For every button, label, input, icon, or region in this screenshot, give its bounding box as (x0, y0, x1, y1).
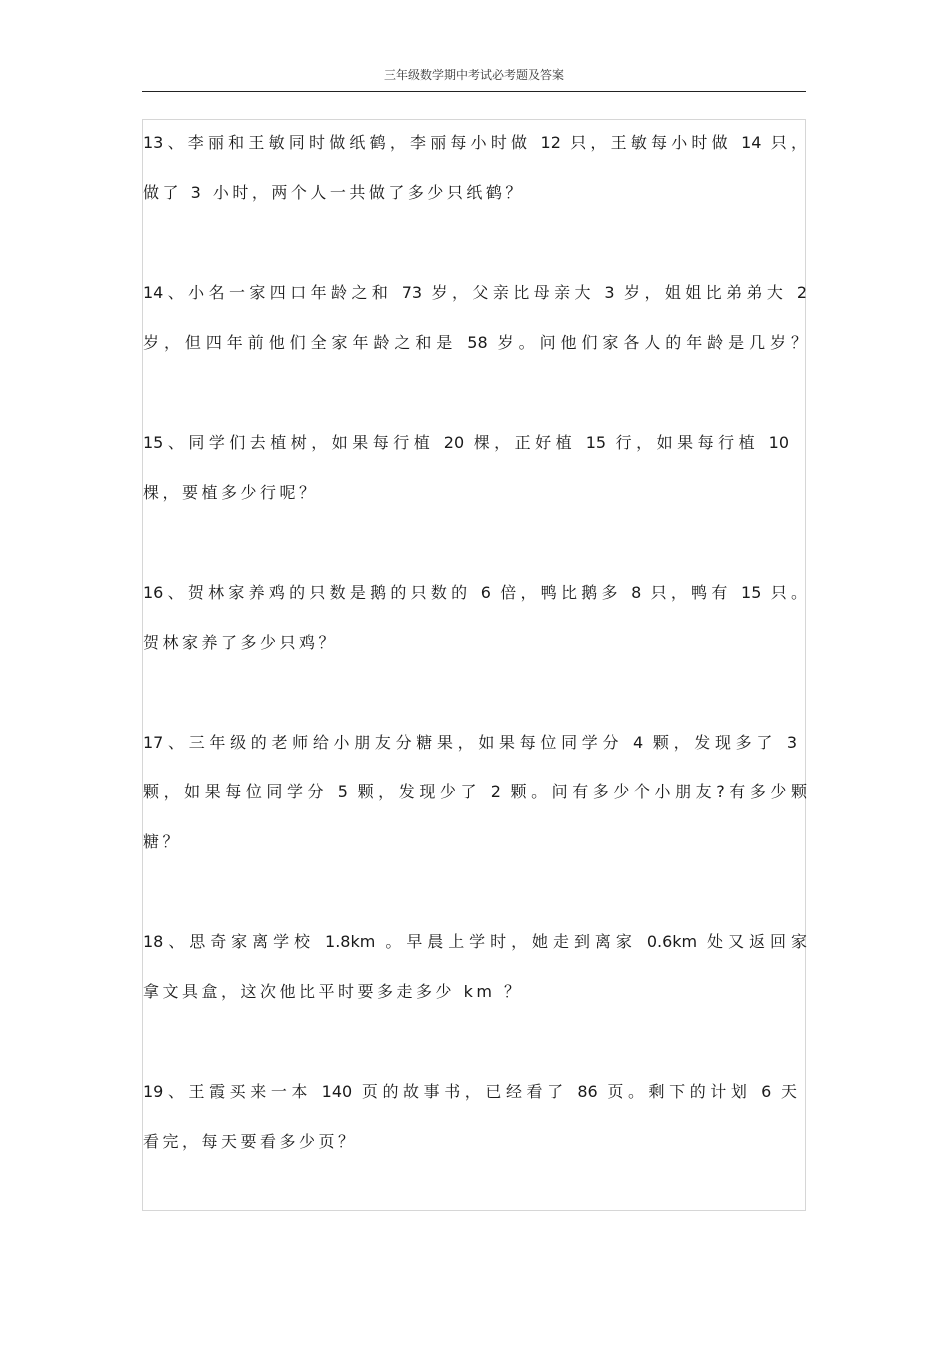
question-16-line-1: 16、贺林家养鸡的只数是鹅的只数的 6 倍，鸭比鹅多 8 只，鸭有 15 只。 (143, 583, 807, 602)
question-13-line-1: 13、李丽和王敏同时做纸鹤，李丽每小时做 12 只，王敏每小时做 14 只， (143, 133, 807, 152)
question-19-line-2: 看完，每天要看多少页？ (143, 1132, 358, 1151)
question-18-line-2: 拿文具盒，这次他比平时要多走多少 km ？ (143, 982, 524, 1001)
question-15-line-1: 15、同学们去植树，如果每行植 20 棵，正好植 15 行，如果每行植 10 (143, 433, 789, 452)
question-17-line-2: 颗，如果每位同学分 5 颗，发现少了 2 颗。问有多少个小朋友?有多少颗 (143, 782, 807, 801)
question-14-line-2: 岁，但四年前他们全家年龄之和是 58 岁。问他们家各人的年龄是几岁？ (143, 333, 807, 352)
question-17-line-1: 17、三年级的老师给小朋友分糖果，如果每位同学分 4 颗，发现多了 3 (143, 733, 797, 752)
page-header-title: 三年级数学期中考试必考题及答案 (383, 68, 564, 82)
question-15-line-2: 棵，要植多少行呢？ (143, 483, 319, 502)
question-18-line-1: 18、思奇家离学校 1.8km 。早晨上学时，她走到离家 0.6km 处又返回家 (143, 932, 807, 951)
question-13-line-2: 做了 3 小时，两个人一共做了多少只纸鹤？ (143, 183, 525, 202)
question-17-line-3: 糖？ (143, 832, 183, 851)
question-16-line-2: 贺林家养了多少只鸡？ (143, 633, 339, 652)
header-divider (142, 91, 806, 92)
question-14-line-1: 14、小名一家四口年龄之和 73 岁，父亲比母亲大 3 岁，姐姐比弟弟大 2 (143, 283, 807, 302)
question-19-line-1: 19、王霞买来一本 140 页的故事书，已经看了 86 页。剩下的计划 6 天 (143, 1082, 797, 1101)
